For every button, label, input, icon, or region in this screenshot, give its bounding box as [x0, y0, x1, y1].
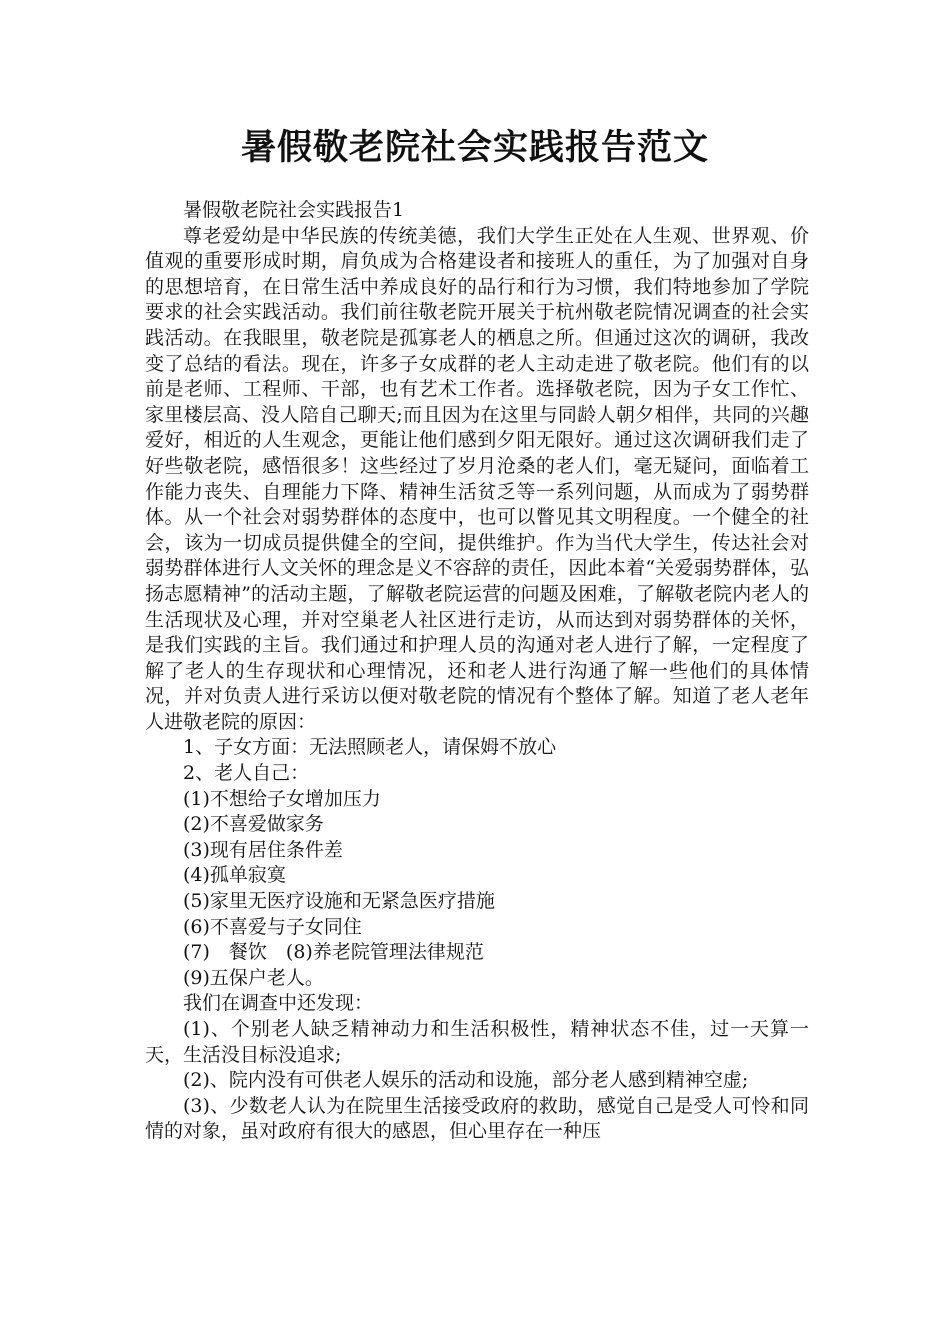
finding-item: (2)、院内没有可供老人娱乐的活动和设施，部分老人感到精神空虚; [183, 1069, 749, 1092]
list-item: 1、子女方面：无法照顾老人，请保姆不放心 [183, 736, 557, 759]
section-heading: 暑假敬老院社会实践报告1 [183, 199, 405, 221]
paragraph: 我们在调查中还发现： [183, 992, 374, 1015]
list-item: (3)现有居住条件差 [183, 838, 343, 861]
document-title: 暑假敬老院社会实践报告范文 [240, 128, 709, 168]
finding-item: (1)、个别老人缺乏精神动力和生活积极性，精神状态不佳，过一天算一天，生活没目标没追求; [145, 1018, 809, 1066]
finding-item: (3)、少数老人认为在院里生活接受政府的救助，感觉自己是受人可怜和同情的对象，虽对政府有很大的感恩，但心里存在一种压 [145, 1094, 809, 1143]
list-item: (6)不喜爱与子女同住 [183, 915, 362, 938]
list-item: (9)五保户老人。 [183, 966, 324, 989]
list-item: (7) 餐饮 (8)养老院管理法律规范 [183, 941, 484, 964]
list-item: (5)家里无医疗设施和无紧急医疗措施 [183, 890, 495, 913]
list-item: (2)不喜爱做家务 [183, 813, 324, 836]
paragraph-intro: 尊老爱幼是中华民族的传统美德，我们大学生正处在人生观、世界观、价值观的重要形成时期，肩负成为合格建设者和接班人的重任，为了加强对自身的思想培育，在日常生活中养成良好的品行和行为习惯，我们特地参加了学院要求的社会实践活动。我们前往敬老院开展关于杭州敬老院情况调查的社会实践活动。在我眼里，敬老院是孤寡老人的栖息之所。但通过这次的调研，我改变了总结的看法。现在，许多子女成群的老人主动走进了敬老院。他们有的以前是老师、工程师、干部，也有艺术工作者。选择敬老院，因为子女工作忙、家里楼层高、没人陪自己聊天;而且因为在这里与同龄人朝夕相伴，共同的兴趣爱好，相近的人生观念，更能让他们感到夕阳无限好。通过这次调研我们走了好些敬老院，感悟很多！这些经过了岁月沧桑的老人们，毫无疑问，面临着工作能力丧失、自理能力下降、精神生活贫乏等一系列问题，从而成为了弱势群体。从一个社会对弱势群体的态度中，也可以瞥见其文明程度。一个健全的社会，该为一切成员提供健全的空间，提供维护。作为当代大学生，传达社会对弱势群体进行人文关怀的理念是义不容辞的责任，因此本着“关爱弱势群体，弘扬志愿精神”的活动主题，了解敬老院运营的问题及困难，了解敬老院内老人的生活现状及心理，并对空巢老人社区进行走访，从而达到对弱势群体的关怀，是我们实践的主旨。我们通过和护理人员的沟通对老人进行了解，一定程度了解了老人的生存现状和心理情况，还和老人进行沟通了解一些他们的具体情况，并对负责人进行采访以便对敬老院的情况有个整体了解。知道了老人老年人进敬老院的原因： [145, 224, 809, 733]
list-item: 2、老人自己： [183, 762, 310, 785]
list-item: (4)孤单寂寞 [183, 864, 286, 887]
document-body [145, 198, 809, 1145]
list-item: (1)不想给子女增加压力 [183, 787, 381, 810]
